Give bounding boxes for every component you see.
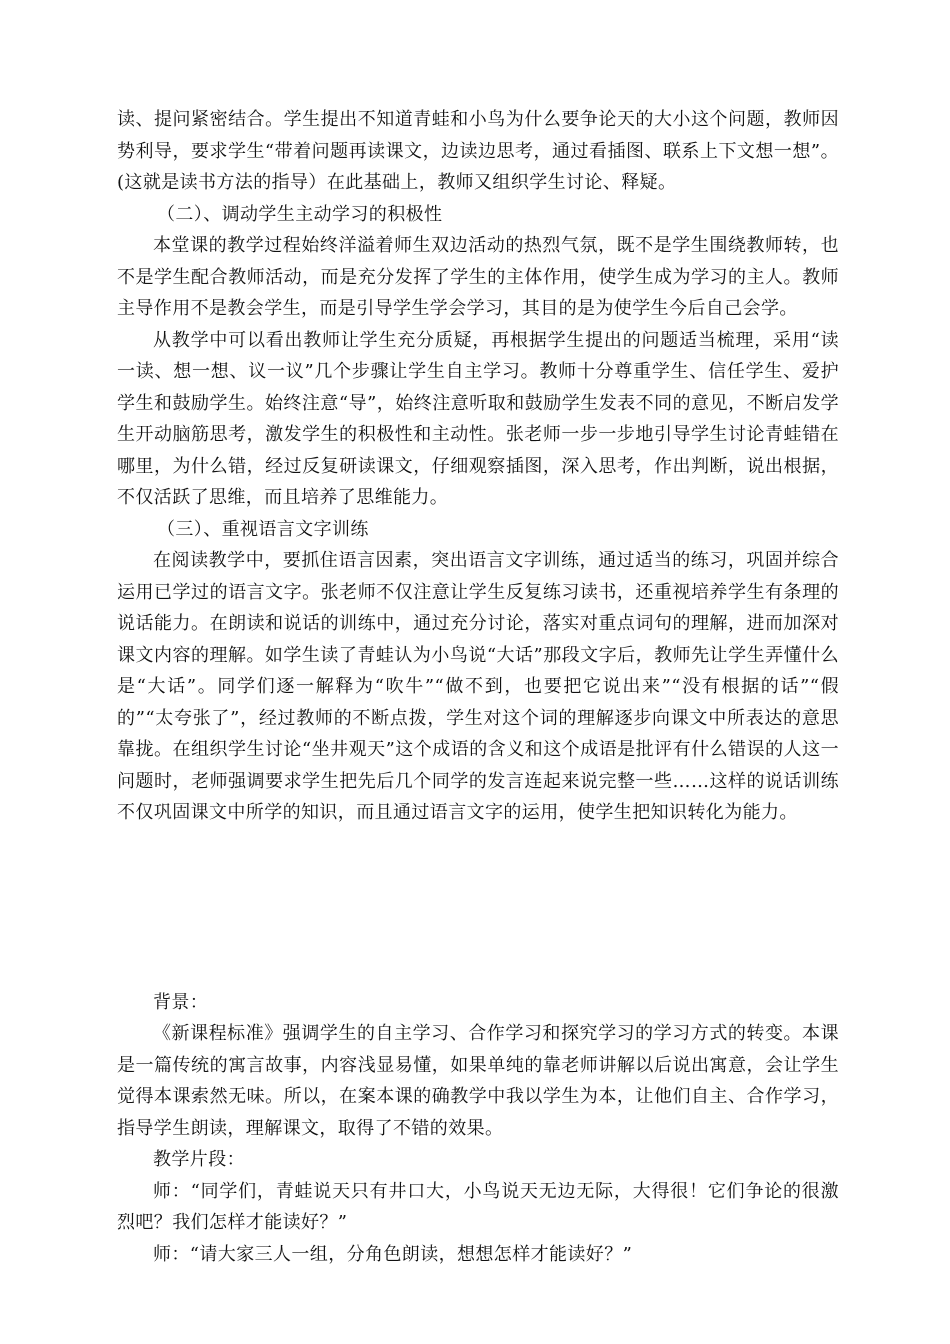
paragraph-teaching-process: 本堂课的教学过程始终洋溢着师生双边活动的热烈气氛，既不是学生围绕教师转，也不是学生配合教师活动，而是充分发挥了学生的主体作用，使学生成为学习的主人。教师主导作用不是教会学生，而是引导学生学会学习，其目的是为使学生今后自己会学。 <box>117 235 839 319</box>
section-gap <box>117 829 839 987</box>
subheading-3: （三）、重视语言文字训练 <box>157 518 369 540</box>
fragment-label: 教学片段： <box>153 1149 245 1170</box>
paragraph-background: 《新课程标准》强调学生的自主学习、合作学习和探究学习的学习方式的转变。本课是一篇传统的寓言故事，内容浅显易懂，如果单纯的靠老师讲解以后说出寓意，会让学生觉得本课索然无味。所以，在案本课的确教学中我以学生为本，让他们自主、合作学习，指导学生朗读，理解课文，取得了不错的效果。 <box>117 1023 839 1139</box>
paragraph-language-training: 在阅读教学中，要抓住语言因素，突出语言文字训练，通过适当的练习，巩固并综合运用已学过的语言文字。张老师不仅注意让学生反复练习读书，还重视培养学生有条理的说话能力。在朗读和说话的训练中，通过充分讨论，落实对重点词句的理解，进而加深对课文内容的理解。如学生读了青蛙认为小鸟说“大话”那段文字后，教师先让学生弄懂什么是“大话”。同学们逐一解释为“吹牛”“做不到，也要把它说出来”“没有根据的话”“假的”“太夸张了”，经过教师的不断点拨，学生对这个词的理解逐步向课文中所表达的意思靠拢。在组织学生讨论“坐井观天”这个成语的含义和这个成语是批评有什么错误的人这一问题时，老师强调要求学生把先后几个同学的发言连起来说完整一些……这样的说话训练不仅巩固课文中所学的知识，而且通过语言文字的运用，使学生把知识转化为能力。 <box>117 550 839 823</box>
teacher-line-1: 师：“同学们，青蛙说天只有井口大，小鸟说天无边无际，大得很！它们争论的很激烈吧？我们怎样才能读好？” <box>117 1180 839 1233</box>
document-page <box>117 104 839 1270</box>
teacher-line-2: 师：“请大家三人一组，分角色朗读，想想怎样才能读好？” <box>153 1243 633 1265</box>
paragraph-discussion: 读、提问紧密结合。学生提出不知道青蛙和小鸟为什么要争论天的大小这个问题，教师因势利导，要求学生“带着问题再读课文，边读边思考，通过看插图、联系上下文想一想”。(这就是读书方法的指导）在此基础上，教师又组织学生讨论、释疑。 <box>117 109 839 193</box>
subheading-2: （二）、调动学生主动学习的积极性 <box>157 203 443 225</box>
paragraph-student-questions: 从教学中可以看出教师让学生充分质疑，再根据学生提出的问题适当梳理，采用“读一读、想一想、议一议”几个步骤让学生自主学习。教师十分尊重学生、信任学生、爱护学生和鼓励学生。始终注意“导”，始终注意听取和鼓励学生发表不同的意见，不断启发学生开动脑筋思考，激发学生的积极性和主动性。张老师一步一步地引导学生讨论青蛙错在哪里，为什么错，经过反复研读课文，仔细观察插图，深入思考，作出判断，说出根据，不仅活跃了思维，而且培养了思维能力。 <box>117 329 839 508</box>
background-label: 背景： <box>153 991 209 1013</box>
